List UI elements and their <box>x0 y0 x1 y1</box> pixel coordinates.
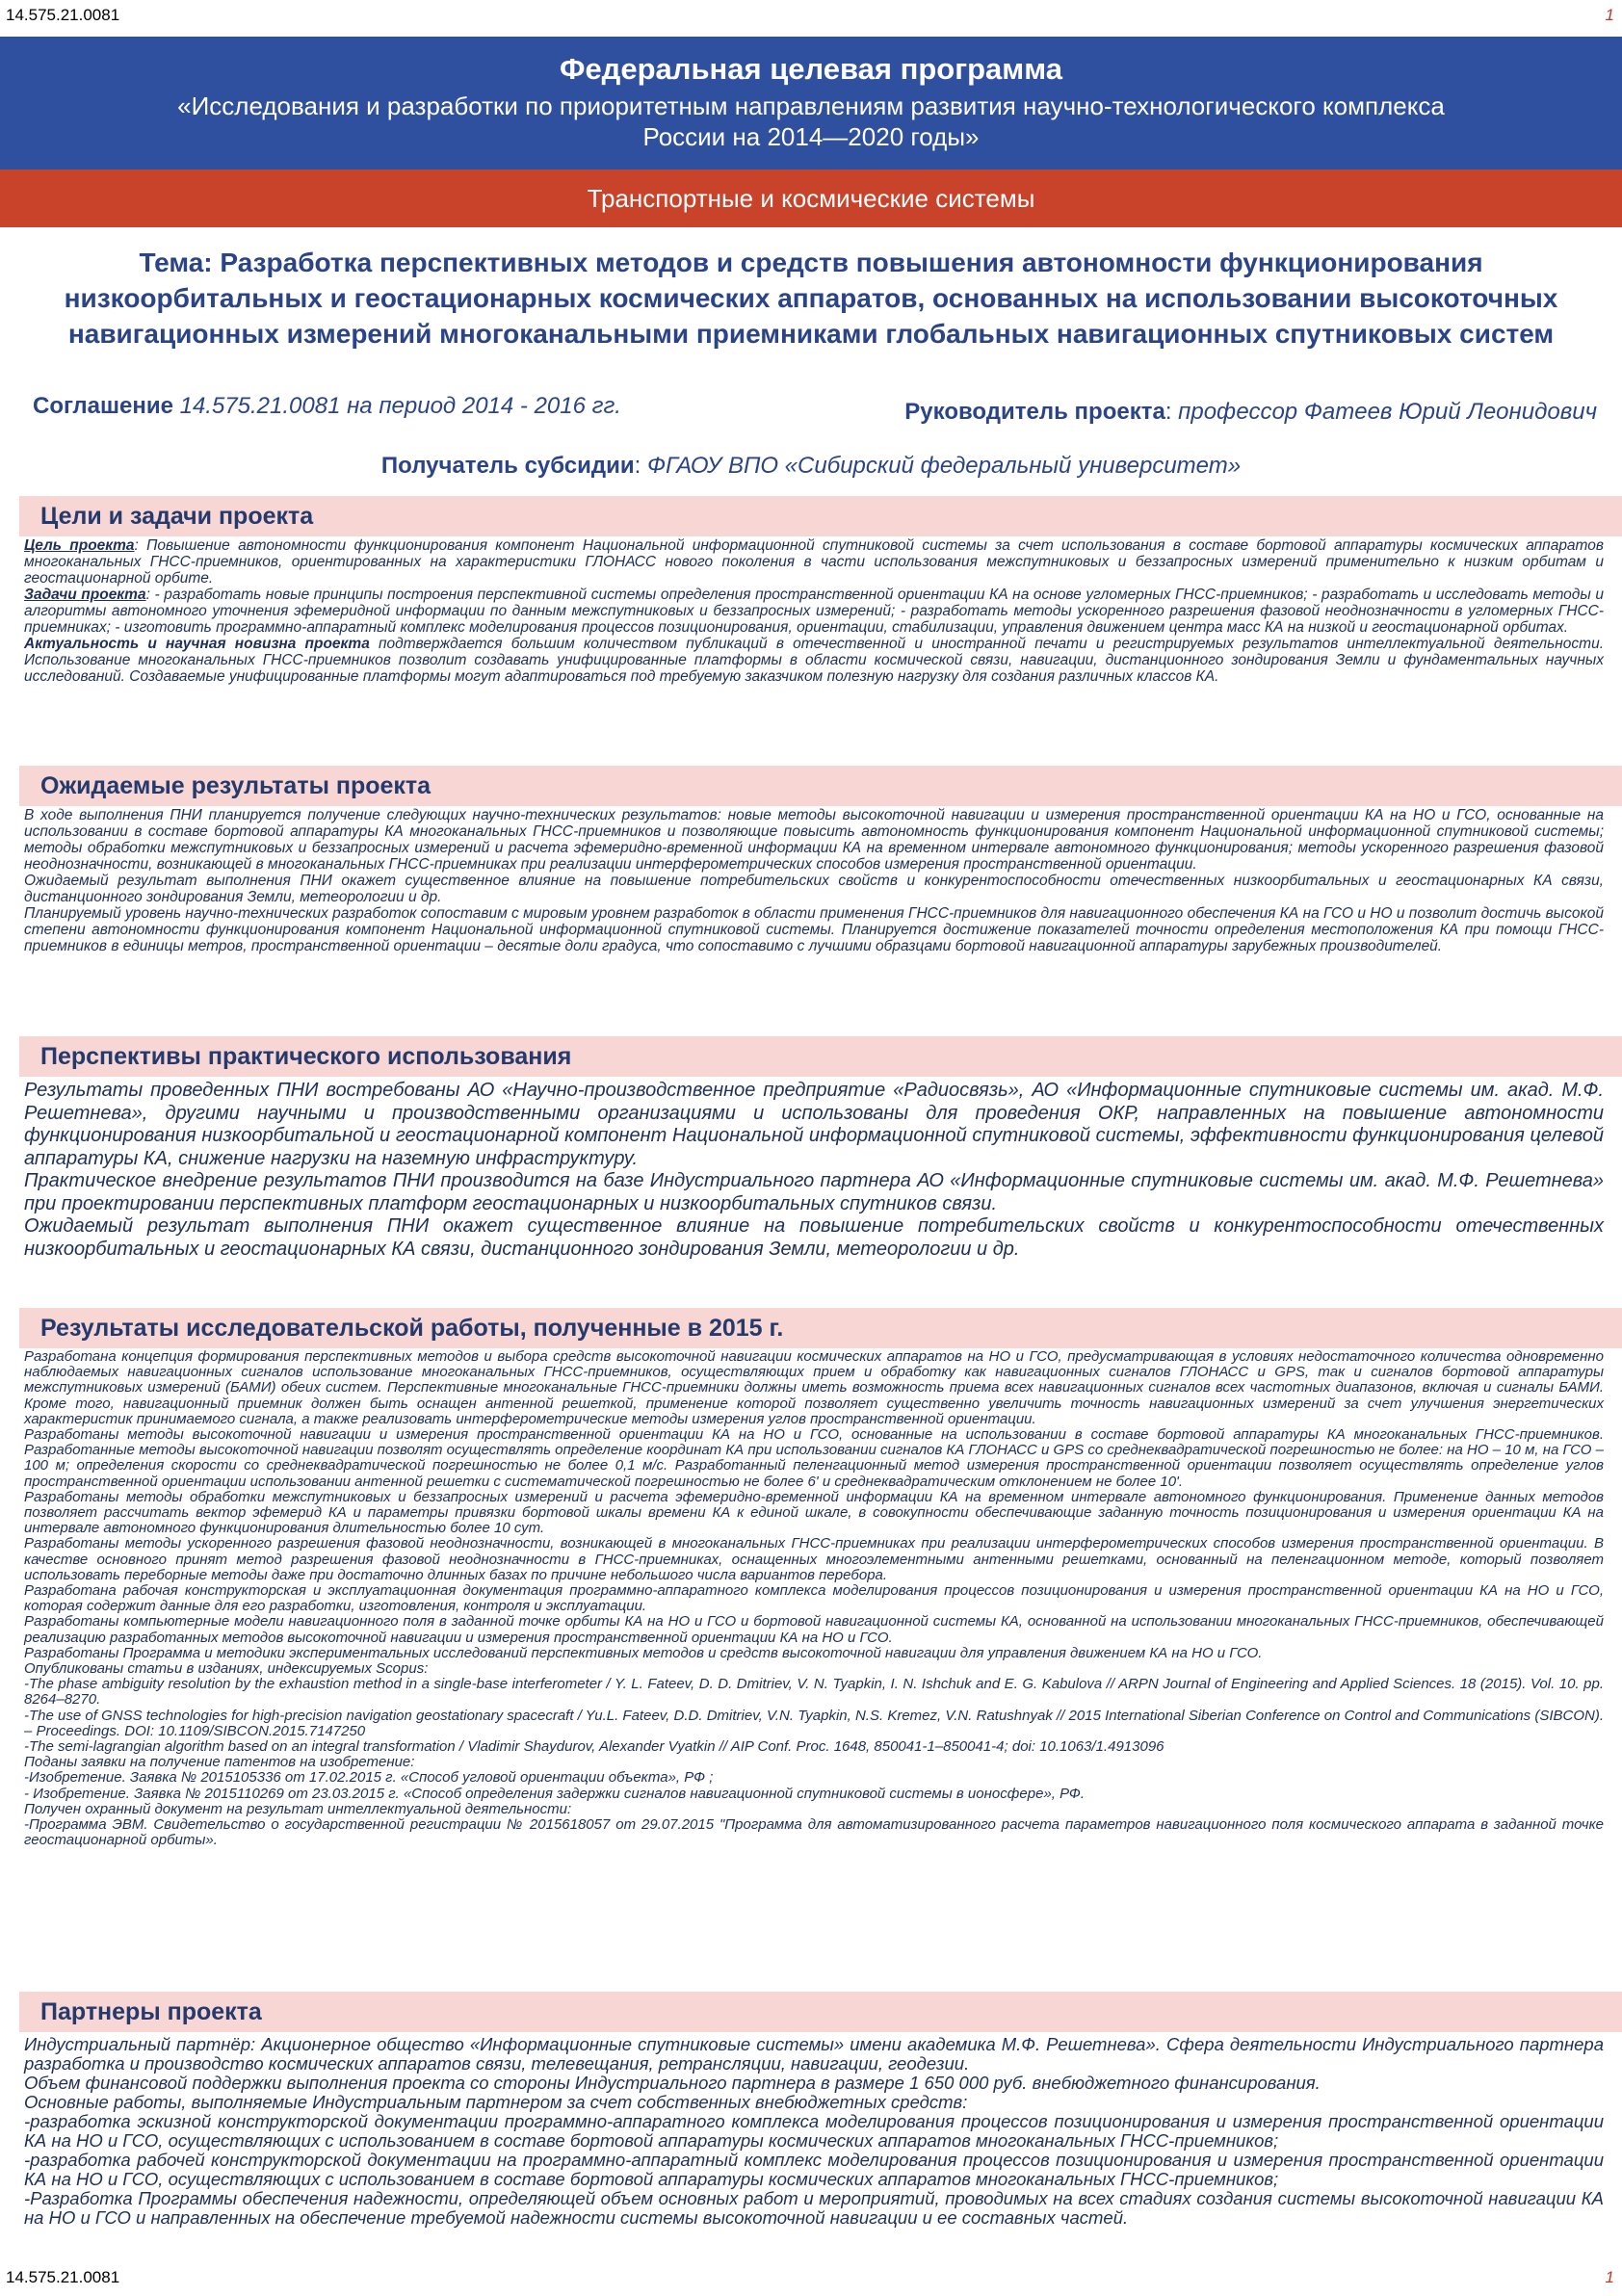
recipient-value: ФГАОУ ВПО «Сибирский федеральный университет» <box>646 453 1242 479</box>
expected-p1: В ходе выполнения ПНИ планируется получение следующих научно-технических результатов: новые методы высокоточной навигации и измерения пространственной ориентации КА на НО и ГСО, основанные на использовании в составе бортовой аппаратуры КА многоканальных ГНСС-приемников и позволяющие повысить автономность функционирования компонент Национальной информационной спутниковой системы; методы обработки межспутниковых и беззапросных измерений и расчета эфемеридно-временной информации КА на временном интервале автономного функционирования; методы ускоренного разрешения фазовой неоднозначности, возникающей в многоканальных ГНСС-приемниках при реализации интерферометрических способов измерения пространственной ориентации. <box>24 807 1604 873</box>
results-line: Поданы заявки на получение патентов на изобретение: <box>24 1754 415 1771</box>
section-results-body <box>24 1349 1604 1849</box>
goal-label: Цель проекта <box>24 537 135 554</box>
prospects-p2: Практическое внедрение результатов ПНИ производится на базе Индустриального партнера АО «Информационные спутниковые системы им. акад. М.Ф. Решетнева» при проектировании перспективных платформ геостационарных и низкоорбитальных спутников связи. <box>24 1170 1604 1214</box>
results-line: Разработаны Программа и методики экспериментальных исследований перспективных методов и средств высокоточной навигации для управления движением КА на НО и ГСО. <box>24 1644 1263 1661</box>
partners-line: -Разработка Программы обеспечения надежности, определяющей объем основных работ и мероприятий, проводимых на всех стадиях создания системы высокоточной навигации КА на НО и ГСО и направленных на обеспечение требуемой надежности системы высокоточной навигации и ее составных частей. <box>24 2188 1604 2228</box>
agreement-label: Соглашение <box>33 393 173 419</box>
partners-line: Объем финансовой поддержки выполнения проекта со стороны Индустриального партнера в размере 1 650 000 руб. внебюджетного финансирования. <box>24 2073 1321 2093</box>
section-prospects-header <box>19 1036 1622 1077</box>
expected-p3: Планируемый уровень научно-технических разработок сопоставим с мировым уровнем разработок в области применения ГНСС-приемников для навигационного обеспечения КА на ГСО и НО и позволит достичь высокой степени автономности функционирования компонент Национальной информационной спутниковой системы. Планируется достижение показателей точности определения местоположения КА при помощи ГНСС-приемников в единицы метров, пространственной ориентации – десятые доли градуса, что сопоставимо с лучшими образцами бортовой навигационной аппаратуры зарубежных производителей. <box>24 905 1604 954</box>
section-partners-header <box>19 1992 1622 2032</box>
patent-item: -Изобретение. Заявка № 2015105336 от 17.02.2015 г. «Способ угловой ориентации объекта», РФ ; <box>24 1769 714 1787</box>
publication-item: -The use of GNSS technologies for high-precision navigation geostationary spacecraft / Yu.L. Fateev, D.D. Dmitriev, V.N. Tyapkin, N.S. Kremez, V.N. Ratushnyak // 2015 International Siberian Conference on Control and Communications (SIBCON). – Proceedings. DOI: 10.1109/SIBCON.2015.7147250 <box>24 1707 1604 1739</box>
section-expected-body <box>24 807 1604 954</box>
results-line: Получен охранный документ на результат интеллектуальной деятельности: <box>24 1800 572 1817</box>
agreement <box>33 393 621 420</box>
results-line: Разработана концепция формирования перспективных методов и выбора средств высокоточной навигации космических аппаратов на НО и ГСО, предусматривающая в условиях недостаточного количества одновременно наблюдаемых навигационных сигналов использование многоканальных ГНСС-приемников, осуществляющих прием и обработку как навигационных сигналов ГЛОНАСС и GPS, так и сигналов бортовой аппаратуры межспутниковых измерений (БАМИ) обеих систем. Перспективные многоканальные ГНСС-приемники должны иметь возможность приема всех навигационных сигналов всех частотных диапазонов, включая и сигналы БАМИ. Кроме того, навигационный приемник должен быть оснащен антенной решеткой, применение которой позволяет существенно увеличить точность навигационных измерений за счет улучшения энергетических характеристик принимаемого сигнала, а также реализовать интерферометрические методы измерения углов пространственной ориентации. <box>24 1348 1604 1427</box>
relevance-text: подтверждается большим количеством публикаций в отечественной и иностранной печати и регистрируемых результатов интеллектуальной деятельности. Использование многоканальных ГНСС-приемников позволит создавать унифицированные платформы в области космической связи, навигации, дистанционного зондирования Земли и фундаментальных научных исследований. Создаваемые унифицированные платформы могут адаптироваться под требуемую заказчиком полезную нагрузку для создания различных классов КА. <box>24 636 1604 685</box>
goal-text: : Повышение автономности функционирования компонент Национальной информационной спутниковой системы за счет использования в составе бортовой аппаратуры космических аппаратов многоканальных ГНСС-приемников, ориентированных на характеристики ГЛОНАСС нового поколения в части использования межспутниковых и беззапросных измерений применительно к низким орбитам и геостационарной орбите. <box>24 537 1605 587</box>
results-line: Опубликованы статьи в изданиях, индексируемых Scopus: <box>24 1660 429 1678</box>
section-goals-header <box>19 496 1622 536</box>
tasks-label: Задачи проекта <box>24 587 146 603</box>
relevance-label: Актуальность и научная новизна проекта <box>24 636 370 652</box>
patent-item: - Изобретение. Заявка № 2015110269 от 23.03.2015 г. «Способ определения задержки сигналов навигационной спутниковой системы в ионосфере», РФ. <box>24 1785 1086 1802</box>
section-expected-title: Ожидаемые результаты проекта <box>40 772 432 799</box>
section-results-header <box>19 1308 1622 1348</box>
goal-paragraph <box>24 537 1604 587</box>
program-subtitle: «Исследования и разработки по приоритетным направлениям развития научно-технологического комплекса России на 2014—2020 годы» <box>177 91 1445 151</box>
recipient-sep: : <box>634 453 647 479</box>
agreement-value: 14.575.21.0081 на период 2014 - 2016 гг. <box>172 393 621 419</box>
results-line: Разработаны методы обработки межспутниковых и беззапросных измерений и расчета эфемеридно-временной информации КА на временном интервале автономного функционирования. Применение данных методов позволяет рассчитать вектор эфемерид КА и параметры привязки бортовой шкалы времени КА к единой шкале, в совокупности обеспечивающие заданную точность позиционирования и измерения ориентации КА на интервале автономного функционирования длительностью более 10 сут. <box>24 1488 1604 1537</box>
tasks-paragraph <box>24 587 1604 636</box>
subsidy-recipient <box>0 453 1622 480</box>
recipient-label: Получатель субсидии <box>380 453 635 479</box>
publication-item: -The semi-lagrangian algorithm based on an integral transformation / Vladimir Shaydurov, Alexander Vyatkin // AIP Conf. Proc. 1648, 850041-1–850041-4; doi: 10.1063/1.4913096 <box>24 1738 1164 1756</box>
relevance-paragraph <box>24 636 1604 685</box>
section-partners-title: Партнеры проекта <box>40 1998 262 2025</box>
section-prospects-body <box>24 1080 1604 1261</box>
publication-item: -The phase ambiguity resolution by the exhaustion method in a single-base interferometer / Y. L. Fateev, D. D. Dmitriev, V. N. Tyapkin, I. N. Ishchuk and E. G. Kabulova // ARPN Journal of Engineering and Applied Sciences. 18 (2015). Vol. 10. pp. 8264–8270. <box>24 1676 1604 1709</box>
topic-title: Тема: Разработка перспективных методов и средств повышения автономности функционирования низкоорбитальных и геостационарных космических аппаратов, основанных на использовании высокоточных навигационных измерений многоканальными приемниками глобальных навигационных спутниковых систем <box>64 248 1558 349</box>
results-line: Разработаны компьютерные модели навигационного поля в заданной точке орбиты КА на НО и ГСО и бортовой навигационной системы КА, основанной на использовании многоканальных ГНСС-приемников, обеспечивающей реализацию разработанных методов высокоточной навигации и измерения пространственной ориентации КА на НО и ГСО. <box>24 1613 1604 1646</box>
expected-p2: Ожидаемый результат выполнения ПНИ окажет существенное влияние на повышение потребительских свойств и конкурентоспособности отечественных низкоорбитальных и геостационарных КА связи, дистанционного зондирования Земли, метеорологии и др. <box>24 873 1604 905</box>
leader-label: Руководитель проекта <box>904 399 1165 425</box>
doc-code-top: 14.575.21.0081 <box>6 6 120 24</box>
tasks-text: : - разработать новые принципы построения перспективной системы определения пространственной ориентации КА на основе угломерных ГНСС-приемников; - разработать и исследовать методы и алгоритмы автономного уточнения эфемеридной информации по данным межспутниковых и беззапросных измерений; - разработать методы ускоренного разрешения фазовой неоднозначности в угломерных ГНСС-приемниках; - изготовить программно-аппаратный комплекс моделирования процессов позиционирования, ориентации, стабилизации, управления движением центра масс КА на низкой и геостационарной орбитах. <box>24 587 1604 636</box>
section-partners-body <box>24 2035 1604 2228</box>
results-line: Разработана рабочая конструкторская и эксплуатационная документация программно-аппаратного комплекса моделирования процессов позиционирования и измерения пространственной ориентации КА на НО и ГСО, которая содержит данные для его разработки, изготовления, контроля и эксплуатации. <box>24 1582 1604 1615</box>
section-goals-body <box>24 537 1604 685</box>
doc-code-bottom: 14.575.21.0081 <box>6 2268 120 2286</box>
page-number-top: 1 <box>1605 6 1614 24</box>
partners-line: Индустриальный партнёр: Акционерное общество «Информационные спутниковые системы» имени академика М.Ф. Решетнева». Сфера деятельности Индустриального партнера разработка и производство космических аппаратов связи, телевещания, ретрансляции, навигации, геодезии. <box>24 2034 1604 2074</box>
partners-line: -разработка эскизной конструкторской документации программно-аппаратного комплекса моделирования процессов позиционирования и измерения пространственной ориентации КА на НО и ГСО, осуществляющих с использованием в составе бортовой аппаратуры космических аппаратов многоканальных ГНСС-приемников; <box>24 2111 1604 2151</box>
section-expected-header <box>19 766 1622 806</box>
category-banner: Транспортные и космические системы <box>0 170 1622 227</box>
results-line: Разработаны методы ускоренного разрешения фазовой неоднозначности, возникающей в многоканальных ГНСС-приемниках при реализации интерферометрических способов измерения пространственной ориентации. В качестве основного принят метод разрешения фазовой неоднозначности в ГНСС-приемниках, оснащенных многоэлементными антенными решетками, основанный на пеленгационном методе, который позволяет использовать переборные методы даже при достаточно длинных базах по причине небольшого числа вариантов перебора. <box>24 1535 1604 1583</box>
program-banner <box>0 37 1622 170</box>
page-number-bottom: 1 <box>1605 2268 1614 2286</box>
prospects-p1: Результаты проведенных ПНИ востребованы АО «Научно-производственное предприятие «Радиосвязь», АО «Информационные спутниковые системы им. акад. М.Ф. Решетнева», другими научными и производственными организациями и использованы для проведения ОКР, направленных на повышение автономности функционирования низкоорбитальной и геостационарной компонент Национальной информационной спутниковой системы, эффективности функционирования целевой аппаратуры КА, снижение нагрузки на наземную инфраструктуру. <box>24 1080 1604 1169</box>
project-leader <box>904 399 1597 426</box>
section-goals-title: Цели и задачи проекта <box>40 503 314 530</box>
partners-line: -разработка рабочей конструкторской документации на программно-аппаратный комплекс моделирования процессов позиционирования и измерения пространственной ориентации КА на НО и ГСО, осуществляющих с использованием в составе бортовой аппаратуры космических аппаратов многоканальных ГНСС-приемников; <box>24 2150 1604 2189</box>
results-line: Разработаны методы высокоточной навигации и измерения пространственной ориентации КА на НО и ГСО, основанные на использовании в составе бортовой аппаратуры КА многоканальных ГНСС-приемников. Разработанные методы высокоточной навигации позволят осуществлять определение координат КА при использовании сигналов КА ГЛОНАСС и GPS со среднеквадратической погрешностью не более: на НО – 10 м, на ГСО – 100 м; определения скорости со среднеквадратической погрешностью не более 0,1 м/с. Разработанный пеленгационный метод измерения пространственной ориентации позволяет осуществлять определение углов пространственной ориентации использовании антенной решетки с систематической погрешностью не более 6' и среднеквадратическим отклонением не более 10'. <box>24 1426 1604 1490</box>
section-results-title: Результаты исследовательской работы, полученные в 2015 г. <box>40 1315 784 1342</box>
certificate-item: -Программа ЭВМ. Свидетельство о государственной регистрации № 2015618057 от 29.07.2015 "Программа для автоматизированного расчета параметров навигационного поля космического аппарата в заданной точке геостационарной орбиты». <box>24 1816 1604 1849</box>
partners-line: Основные работы, выполняемые Индустриальным партнером за счет собственных внебюджетных средств: <box>24 2092 968 2112</box>
leader-value: профессор Фатеев Юрий Леонидович <box>1178 399 1597 425</box>
program-title: Федеральная целевая программа <box>559 52 1062 86</box>
section-prospects-title: Перспективы практического использования <box>40 1043 572 1070</box>
leader-sep: : <box>1164 399 1179 425</box>
prospects-p3: Ожидаемый результат выполнения ПНИ окажет существенное влияние на повышение потребительских свойств и конкурентоспособности отечественных низкоорбитальных и геостационарных КА связи, дистанционного зондирования Земли, метеорологии и др. <box>24 1215 1604 1260</box>
